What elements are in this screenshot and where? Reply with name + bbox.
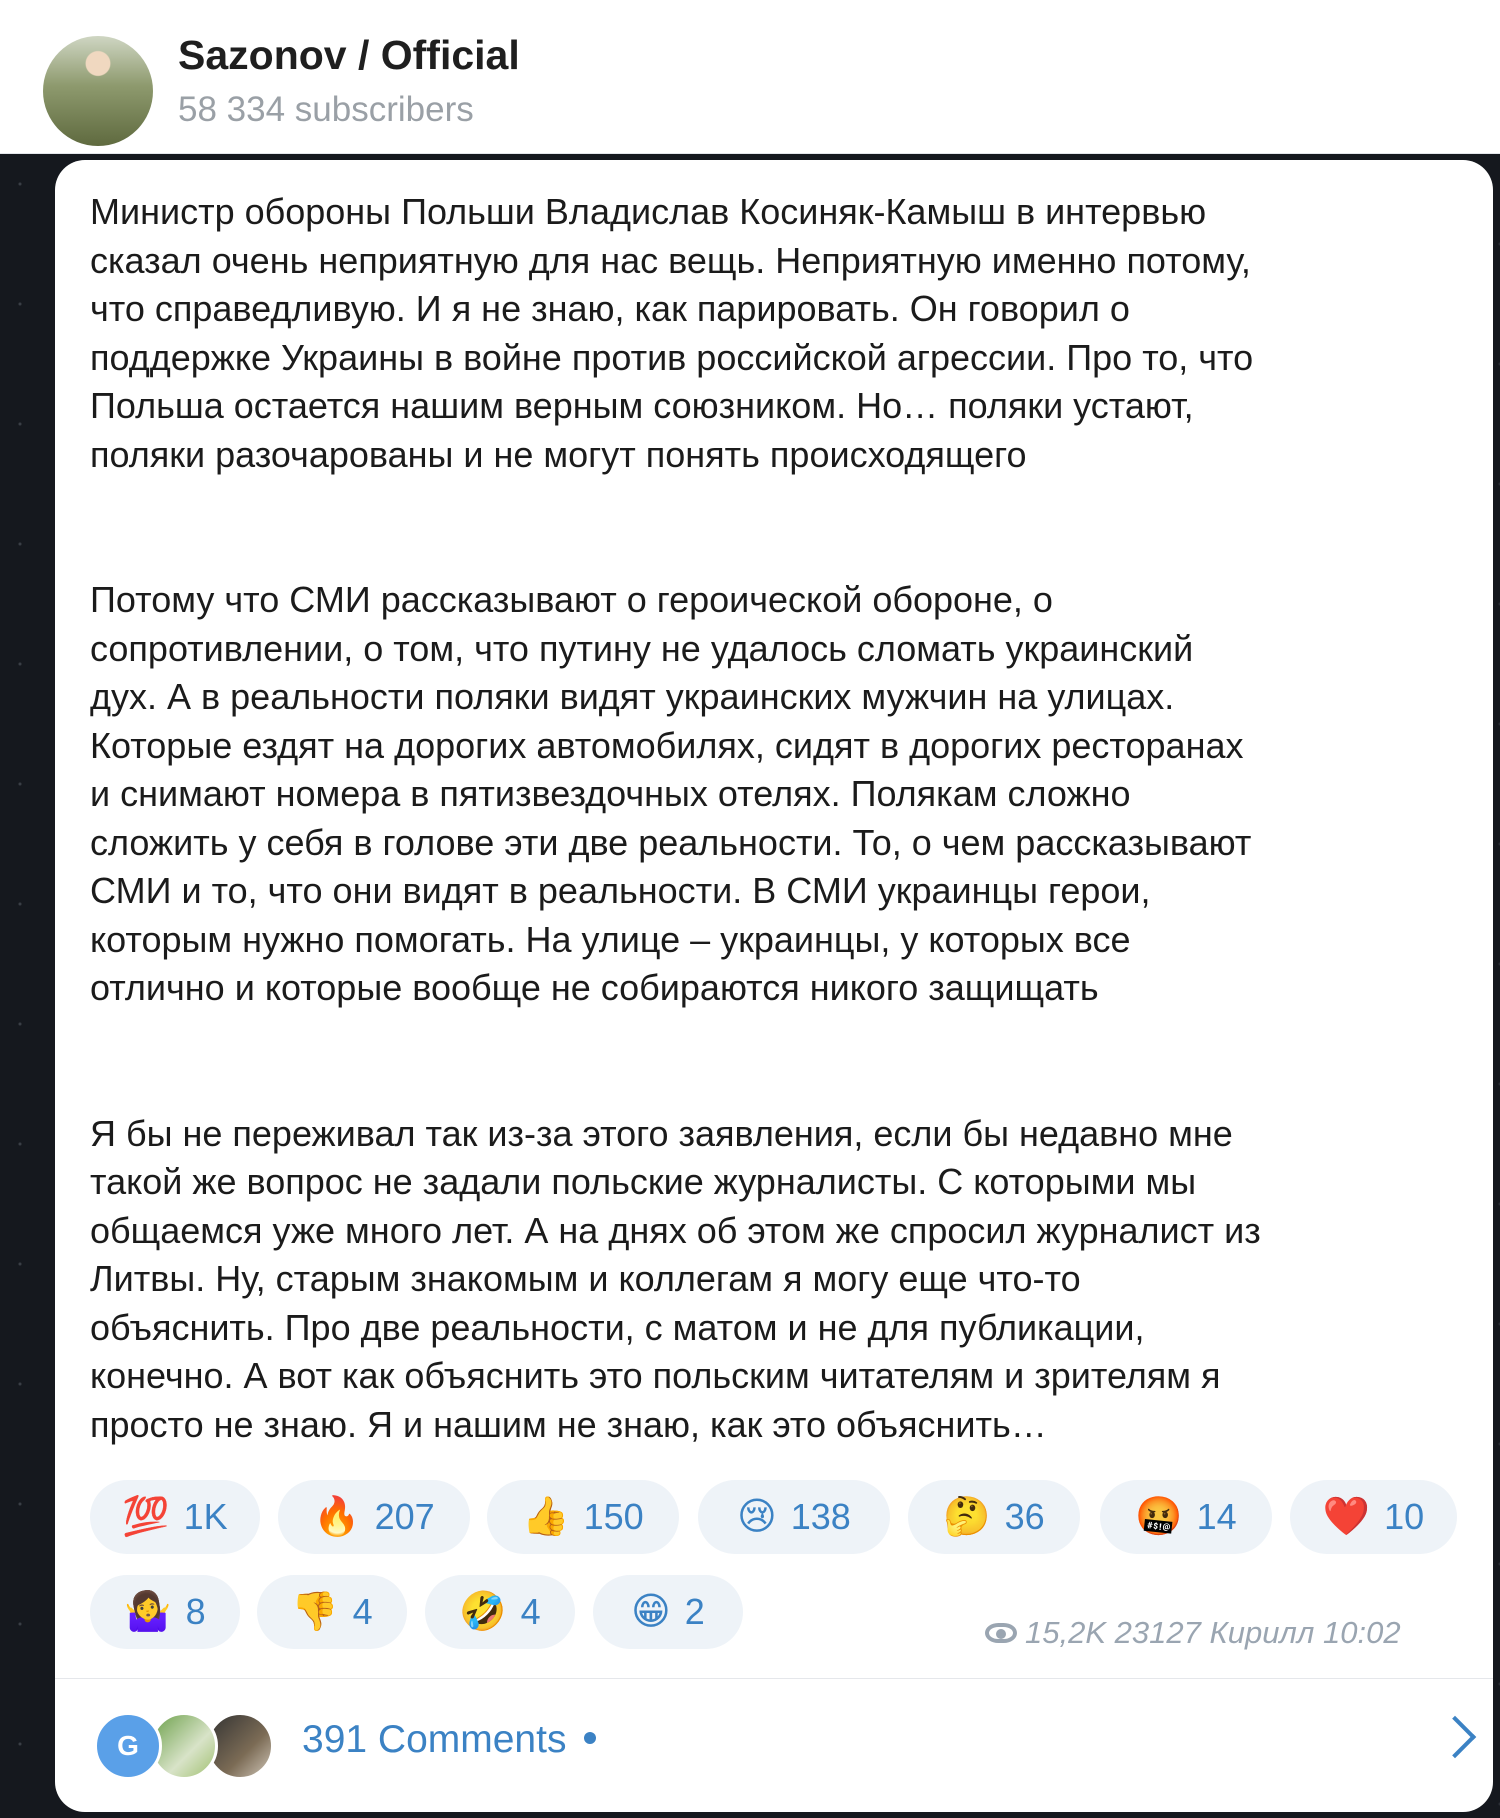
reaction-count: 1K xyxy=(183,1496,228,1537)
fire-icon: 🔥 xyxy=(313,1496,361,1538)
reaction-count: 150 xyxy=(583,1496,644,1537)
hundred-icon: 💯 xyxy=(122,1496,170,1538)
rofl-face-icon: 🤣 xyxy=(459,1591,507,1633)
post-paragraph: Потому что СМИ рассказывают о героической обороне, о сопротивлении, о том, что путину не удалось сломать украинский дух. А в реальности поляки видят украинских мужчин на улицах. Которые ездят на дорогих автомобилях, сидят в дорогих ресторанах и снимают номера в пятизвездочных отелях. Полякам сложно сложить у себя в голове эти две реальности. То, о чем рассказывают СМИ и то, что они видят в реальности. В СМИ украинцы герои, которым нужно помогать. На улице – украинцы, у которых все отлично и которые вообще не собираются никого защищать xyxy=(90,579,1252,1008)
reaction-rofl[interactable] xyxy=(425,1575,575,1649)
post-meta-text: 15,2K 23127 Кирилл 10:02 xyxy=(1025,1615,1401,1650)
reaction-thumbs-up[interactable] xyxy=(487,1480,679,1554)
comments-count-text: 391 Comments xyxy=(302,1718,567,1761)
commenter-avatar: G xyxy=(94,1712,162,1780)
reaction-count: 207 xyxy=(374,1496,435,1537)
shrug-icon: 🤷‍♀️ xyxy=(124,1591,172,1633)
heart-icon: ❤️ xyxy=(1322,1496,1371,1538)
reaction-thumbs-down[interactable] xyxy=(257,1575,407,1649)
reaction-count: 138 xyxy=(790,1496,851,1537)
reaction-count: 14 xyxy=(1196,1496,1237,1537)
reaction-swearing[interactable] xyxy=(1100,1480,1272,1554)
reaction-fire[interactable] xyxy=(278,1480,470,1554)
eye-icon xyxy=(985,1623,1017,1643)
channel-avatar[interactable] xyxy=(43,36,153,146)
post-text xyxy=(90,188,1470,1449)
reaction-count: 10 xyxy=(1384,1496,1425,1537)
reaction-thinking[interactable] xyxy=(908,1480,1080,1554)
reaction-count: 8 xyxy=(185,1591,206,1632)
comments-label[interactable] xyxy=(302,1718,596,1762)
reaction-heart[interactable] xyxy=(1290,1480,1457,1554)
reaction-shrug[interactable] xyxy=(90,1575,240,1649)
reaction-count: 36 xyxy=(1004,1496,1045,1537)
unread-dot-icon xyxy=(584,1732,596,1744)
swearing-face-icon: 🤬 xyxy=(1135,1496,1183,1538)
reaction-hundred[interactable] xyxy=(90,1480,260,1554)
reaction-count: 4 xyxy=(520,1591,541,1632)
grin-face-icon: 😁 xyxy=(631,1591,671,1633)
channel-name[interactable]: Sazonov / Official xyxy=(178,32,520,78)
thumbs-up-icon: 👍 xyxy=(522,1496,570,1538)
subscriber-count: 58 334 subscribers xyxy=(178,90,474,129)
channel-header[interactable] xyxy=(0,0,1500,154)
post-meta xyxy=(985,1615,1401,1651)
crying-face-icon: 😢 xyxy=(737,1496,777,1538)
reaction-grin[interactable] xyxy=(593,1575,743,1649)
reaction-count: 4 xyxy=(352,1591,373,1632)
reaction-count: 2 xyxy=(684,1591,705,1632)
reaction-crying[interactable] xyxy=(698,1480,890,1554)
post-paragraph: Я бы не переживал так из-за этого заявления, если бы недавно мне такой же вопрос не задали польские журналисты. С которыми мы общаемся уже много лет. А на днях об этом же спросил журналист из Литвы. Ну, старым знакомым и коллегам я могу еще что-то объяснить. Про две реальности, с матом и не для публикации, конечно. А вот как объяснить это польским читателям и зрителям я просто не знаю. Я и нашим не знаю, как это объяснить… xyxy=(90,1112,1261,1445)
post-paragraph: Министр обороны Польши Владислав Косиняк-Камыш в интервью сказал очень неприятную для нас вещь. Неприятную именно потому, что справедливую. И я не знаю, как парировать. Он говорил о поддержке Украины в войне против российской агрессии. Про то, что Польша остается нашим верным союзником. Но… поляки устают, поляки разочарованы и не могут понять происходящего xyxy=(90,191,1254,475)
thinking-face-icon: 🤔 xyxy=(943,1496,991,1538)
thumbs-down-icon: 👎 xyxy=(291,1591,339,1633)
